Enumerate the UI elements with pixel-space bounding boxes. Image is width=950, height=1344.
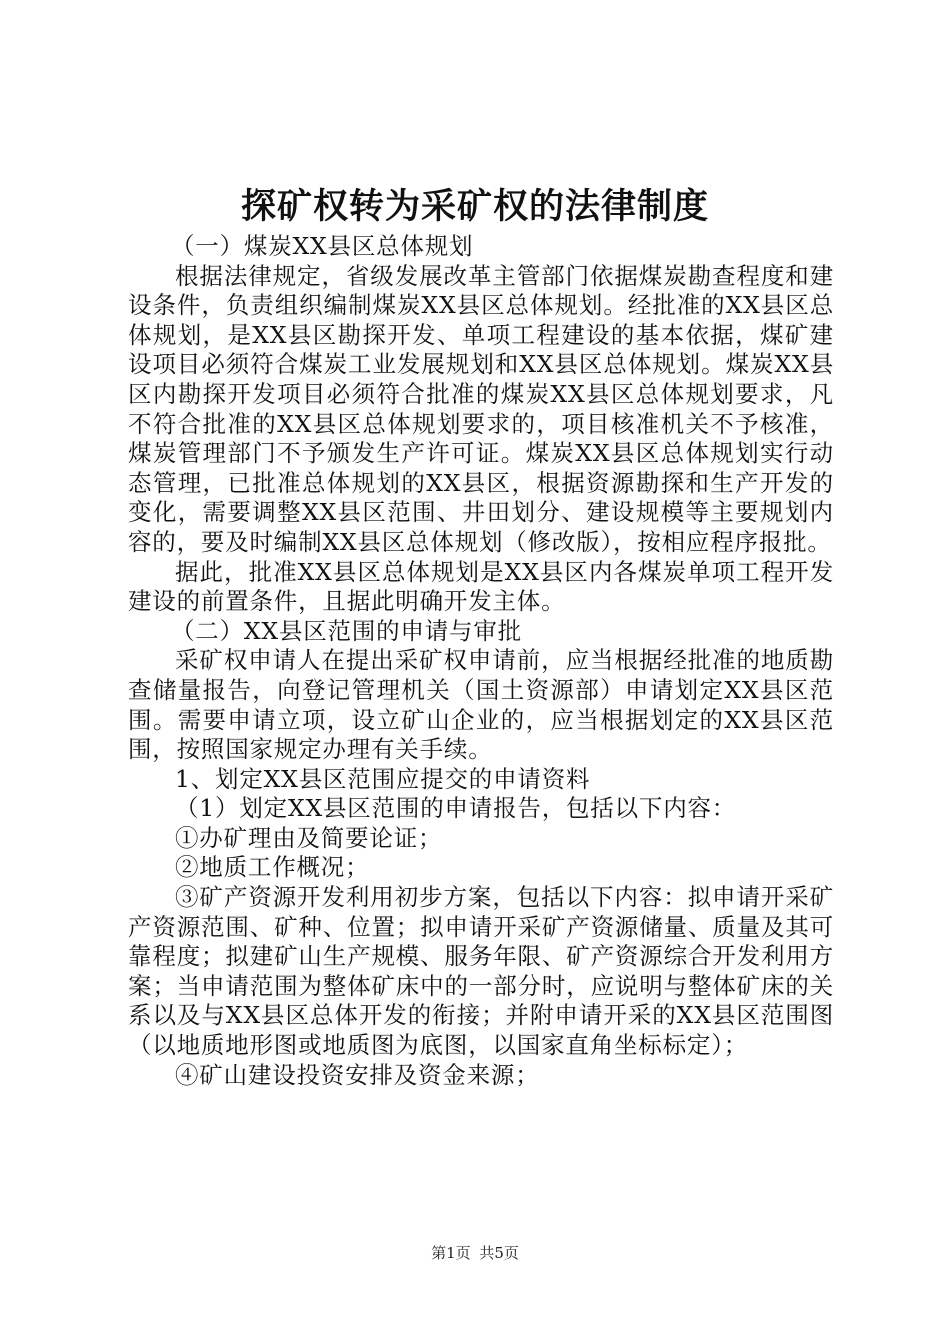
paragraph: 据此，批准XX县区总体规划是XX县区内各煤炭单项工程开发建设的前置条件，且据此明确开发主体。: [128, 557, 834, 616]
page-total: 共5页: [479, 1244, 519, 1262]
subsection-heading: 1、划定XX县区范围应提交的申请资料: [175, 764, 591, 793]
page-footer: [0, 1242, 950, 1263]
paragraph: 采矿权申请人在提出采矿权申请前，应当根据经批准的地质勘查储量报告，向登记管理机关（国土资源部）申请划定XX县区范围。需要申请立项，设立矿山企业的，应当根据划定的XX县区范围，按照国家规定办理有关手续。: [128, 646, 834, 764]
list-item: ③矿产资源开发利用初步方案，包括以下内容：拟申请开采矿产资源范围、矿种、位置；拟申请开采矿产资源储量、质量及其可靠程度；拟建矿山生产规模、服务年限、矿产资源综合开发利用方案；当申请范围为整体矿床中的一部分时，应说明与整体矿床的关系以及与XX县区总体开发的衔接；并附申请开采的XX县区范围图（以地质地形图或地质图为底图，以国家直角坐标标定）；: [128, 883, 834, 1060]
list-heading: （1）划定XX县区范围的申请报告，包括以下内容：: [175, 794, 737, 823]
list-item: ②地质工作概况；: [175, 853, 370, 882]
list-item: ①办矿理由及简要论证；: [175, 823, 443, 852]
list-item: ④矿山建设投资安排及资金来源；: [175, 1060, 540, 1089]
page-number: 第1页: [431, 1244, 471, 1262]
paragraph: 根据法律规定，省级发展改革主管部门依据煤炭勘查程度和建设条件，负责组织编制煤炭XX县区总体规划。经批准的XX县区总体规划，是XX县区勘探开发、单项工程建设的基本依据，煤矿建设项目必须符合煤炭工业发展规划和XX县区总体规划。煤炭XX县区内勘探开发项目必须符合批准的煤炭XX县区总体规划要求，凡不符合批准的XX县区总体规划要求的，项目核准机关不予核准，煤炭管理部门不予颁发生产许可证。煤炭XX县区总体规划实行动态管理，已批准总体规划的XX县区，根据资源勘探和生产开发的变化，需要调整XX县区范围、井田划分、建设规模等主要规划内容的，要及时编制XX县区总体规划（修改版），按相应程序报批。: [128, 261, 834, 556]
section-heading-1: （一）煤炭XX县区总体规划: [171, 232, 474, 260]
document-body: [128, 232, 834, 1090]
section-heading-2: （二）XX县区范围的申请与审批: [171, 616, 522, 645]
document-title: 探矿权转为采矿权的法律制度: [240, 186, 709, 227]
